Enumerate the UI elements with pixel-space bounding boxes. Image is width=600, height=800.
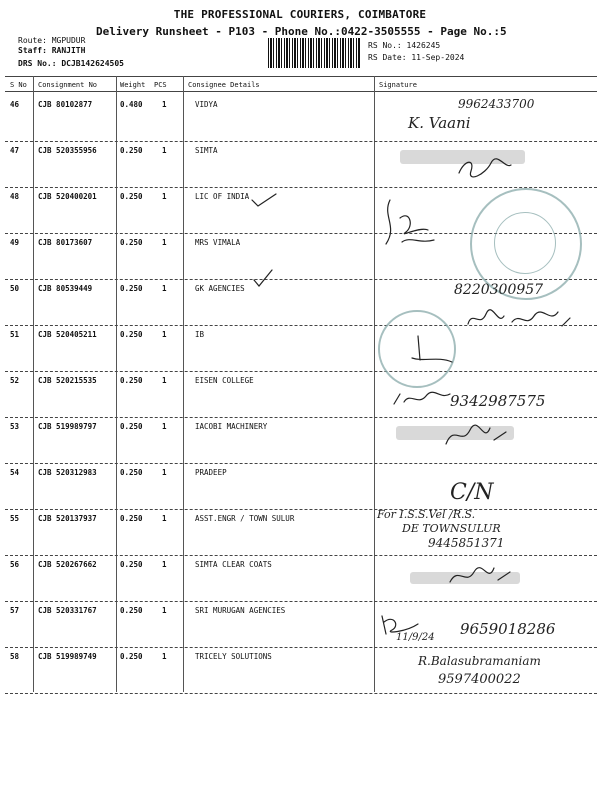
row-pcs: 1 bbox=[162, 514, 167, 523]
row-pcs: 1 bbox=[162, 560, 167, 569]
row-consignment: CJB 520405211 bbox=[38, 330, 97, 339]
row-sno: 56 bbox=[10, 560, 20, 569]
handwritten-name: K. Vaani bbox=[408, 114, 471, 132]
row-pcs: 1 bbox=[162, 376, 167, 385]
row-sno: 57 bbox=[10, 606, 20, 615]
handwritten-phone: 9659018286 bbox=[460, 620, 556, 638]
rs-number: RS No.: 1426245 bbox=[368, 41, 441, 50]
row-weight: 0.250 bbox=[120, 560, 143, 569]
row-weight: 0.250 bbox=[120, 330, 143, 339]
handwritten-phone: 9342987575 bbox=[450, 392, 546, 410]
row-pcs: 1 bbox=[162, 146, 167, 155]
row-sno: 49 bbox=[10, 238, 20, 247]
row-sno: 47 bbox=[10, 146, 20, 155]
table-top-rule bbox=[5, 76, 597, 77]
table-row bbox=[5, 464, 597, 510]
row-sno: 51 bbox=[10, 330, 20, 339]
row-pcs: 1 bbox=[162, 330, 167, 339]
handwritten-cn: C/N bbox=[450, 480, 494, 505]
signature bbox=[455, 155, 515, 181]
runsheet-subtitle: Delivery Runsheet - P103 - Phone No.:0422-3505555 - Page No.:5 bbox=[96, 25, 507, 38]
tick-mark bbox=[252, 268, 276, 290]
rs-date: RS Date: 11-Sep-2024 bbox=[368, 53, 465, 62]
row-consignment: CJB 519989749 bbox=[38, 652, 97, 661]
table-row bbox=[5, 510, 597, 556]
handwritten-date: 11/9/24 bbox=[396, 632, 435, 643]
col-header-consignee: Consignee Details bbox=[188, 81, 260, 89]
row-pcs: 1 bbox=[162, 284, 167, 293]
tick-mark bbox=[250, 192, 280, 212]
row-consignee: EISEN COLLEGE bbox=[195, 376, 254, 385]
row-pcs: 1 bbox=[162, 238, 167, 247]
row-weight: 0.250 bbox=[120, 238, 143, 247]
row-pcs: 1 bbox=[162, 468, 167, 477]
row-weight: 0.250 bbox=[120, 468, 143, 477]
row-consignment: CJB 80173607 bbox=[38, 238, 93, 247]
row-consignee: SRI MURUGAN AGENCIES bbox=[195, 606, 286, 615]
row-consignment: CJB 520267662 bbox=[38, 560, 97, 569]
signature bbox=[440, 420, 510, 450]
row-sno: 53 bbox=[10, 422, 20, 431]
handwritten-phone: 9445851371 bbox=[428, 536, 505, 550]
handwritten-name: R.Balasubramaniam bbox=[418, 654, 541, 668]
row-consignment: CJB 520215535 bbox=[38, 376, 97, 385]
row-consignee: VIDYA bbox=[195, 100, 218, 109]
row-consignee: IACOBI MACHINERY bbox=[195, 422, 268, 431]
row-pcs: 1 bbox=[162, 606, 167, 615]
row-consignment: CJB 80539449 bbox=[38, 284, 93, 293]
row-weight: 0.250 bbox=[120, 422, 143, 431]
row-pcs: 1 bbox=[162, 652, 167, 661]
company-title: THE PROFESSIONAL COURIERS, COIMBATORE bbox=[173, 8, 427, 21]
col-header-weight: Weight bbox=[120, 81, 146, 89]
row-consignee: LIC OF INDIA bbox=[195, 192, 250, 201]
row-sno: 55 bbox=[10, 514, 20, 523]
handwritten-phone: 9962433700 bbox=[458, 97, 535, 111]
row-sno: 54 bbox=[10, 468, 20, 477]
handwritten-phone: 8220300957 bbox=[454, 282, 544, 298]
row-weight: 0.250 bbox=[120, 146, 143, 155]
row-sno: 46 bbox=[10, 100, 20, 109]
signature bbox=[392, 388, 452, 410]
row-consignment: CJB 520137937 bbox=[38, 514, 97, 523]
row-sno: 58 bbox=[10, 652, 20, 661]
row-weight: 0.250 bbox=[120, 606, 143, 615]
signature bbox=[464, 306, 574, 332]
row-sno: 52 bbox=[10, 376, 20, 385]
row-consignee: MRS VIMALA bbox=[195, 238, 241, 247]
drs-number: DRS No.: DCJB142624505 bbox=[18, 59, 124, 68]
handwritten-designation: For I.S.S.Vel /R.S. bbox=[377, 508, 476, 521]
table-header-rule bbox=[5, 91, 597, 92]
table-row bbox=[5, 326, 597, 372]
row-consignment: CJB 520355956 bbox=[38, 146, 97, 155]
row-consignment: CJB 80102877 bbox=[38, 100, 93, 109]
col-header-signature: Signature bbox=[379, 81, 417, 89]
row-consignment: CJB 520331767 bbox=[38, 606, 97, 615]
row-pcs: 1 bbox=[162, 100, 167, 109]
col-header-consignment: Consignment No bbox=[38, 81, 98, 89]
row-pcs: 1 bbox=[162, 422, 167, 431]
barcode bbox=[268, 38, 360, 68]
row-consignee: PRADEEP bbox=[195, 468, 227, 477]
col-header-sno: S No bbox=[10, 81, 27, 89]
row-consignment: CJB 520400201 bbox=[38, 192, 97, 201]
row-consignee: SIMTA CLEAR COATS bbox=[195, 560, 272, 569]
row-consignee: IB bbox=[195, 330, 205, 339]
row-weight: 0.250 bbox=[120, 652, 143, 661]
col-header-pcs: PCS bbox=[154, 81, 167, 89]
row-consignment: CJB 519989797 bbox=[38, 422, 97, 431]
row-consignment: CJB 520312983 bbox=[38, 468, 97, 477]
handwritten-phone: 9597400022 bbox=[438, 672, 521, 687]
row-consignee: TRICELY SOLUTIONS bbox=[195, 652, 272, 661]
signature bbox=[446, 562, 516, 590]
row-consignee: SIMTA bbox=[195, 146, 218, 155]
row-sno: 50 bbox=[10, 284, 20, 293]
row-divider bbox=[5, 693, 597, 694]
handwritten-office: DE TOWNSULUR bbox=[402, 522, 501, 535]
row-pcs: 1 bbox=[162, 192, 167, 201]
row-weight: 0.250 bbox=[120, 514, 143, 523]
signature bbox=[408, 332, 458, 368]
row-weight: 0.250 bbox=[120, 284, 143, 293]
row-weight: 0.480 bbox=[120, 100, 143, 109]
row-weight: 0.250 bbox=[120, 376, 143, 385]
staff-label: Staff: RANJITH bbox=[18, 46, 86, 55]
row-weight: 0.250 bbox=[120, 192, 143, 201]
row-consignee: GK AGENCIES bbox=[195, 284, 245, 293]
row-sno: 48 bbox=[10, 192, 20, 201]
route-label: Route: MGPUDUR bbox=[18, 36, 86, 45]
signature bbox=[380, 196, 450, 260]
company-stamp-inner bbox=[494, 212, 556, 274]
row-consignee: ASST.ENGR / TOWN SULUR bbox=[195, 514, 295, 523]
